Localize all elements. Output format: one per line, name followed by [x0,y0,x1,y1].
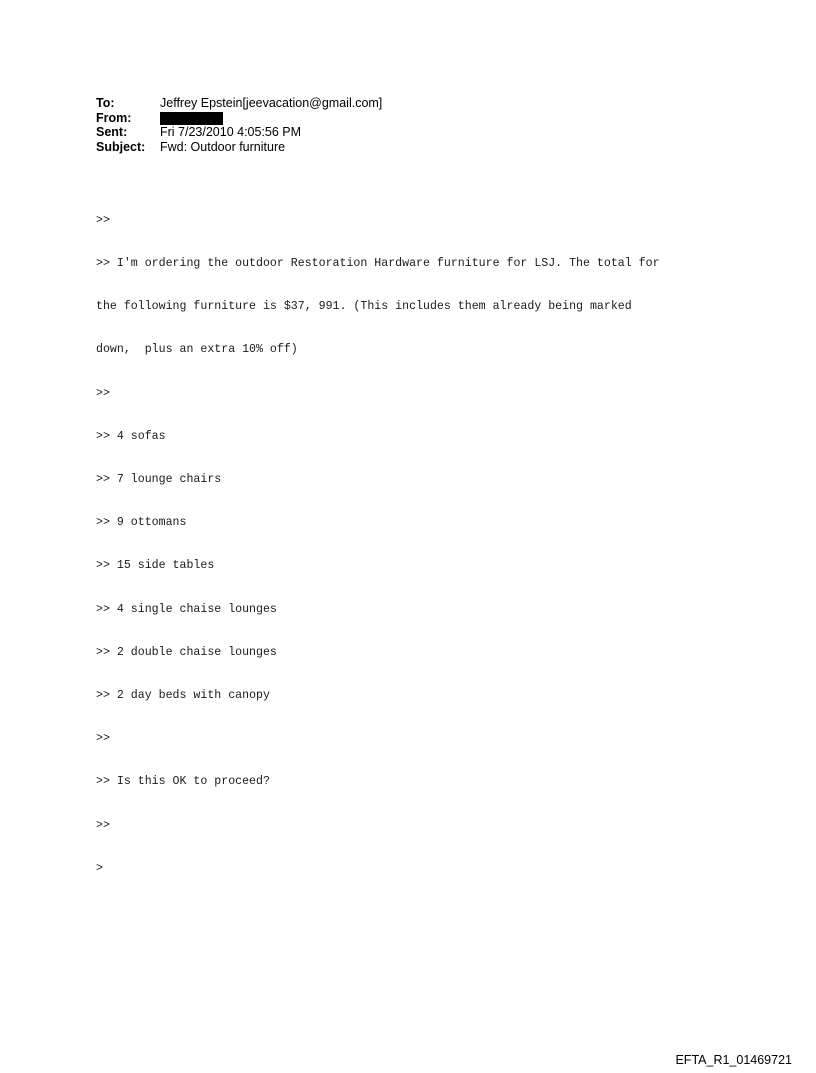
body-line: >> 9 ottomans [96,516,187,530]
body-line: >> [96,818,110,832]
body-line: >> [96,732,110,746]
body-line: >> [96,386,110,400]
subject-row [96,140,382,155]
body-line: down, plus an extra 10% off) [96,343,298,357]
to-label: To: [96,96,115,110]
body-line: >> I'm ordering the outdoor Restoration Hardware furniture for LSJ. The total for [96,257,660,271]
body-line: >> 2 double chaise lounges [96,645,277,659]
body-line: > [96,861,103,875]
body-line: >> 2 day beds with canopy [96,689,270,703]
body-line: >> Is this OK to proceed? [96,775,270,789]
to-row [96,96,382,111]
body-line: >> 7 lounge chairs [96,473,222,487]
redaction-block [160,112,223,125]
email-header [96,96,382,154]
sent-label: Sent: [96,125,128,139]
subject-value: Fwd: Outdoor furniture [160,139,286,154]
from-label: From: [96,110,132,125]
bates-number: EFTA_R1_01469721 [675,1053,792,1067]
body-line: >> 15 side tables [96,559,215,573]
body-line: >> 4 sofas [96,429,166,443]
sent-value: Fri 7/23/2010 4:05:56 PM [160,125,302,139]
to-value: Jeffrey Epstein[jeevacation@gmail.com] [160,96,383,110]
body-line: the following furniture is $37, 991. (This includes them already being marked [96,300,632,314]
body-line: >> 4 single chaise lounges [96,602,277,616]
subject-label: Subject: [96,139,146,154]
body-line: >> [96,213,110,227]
email-body [96,185,660,891]
from-value [160,111,223,126]
from-row [96,111,382,126]
sent-row [96,125,382,140]
